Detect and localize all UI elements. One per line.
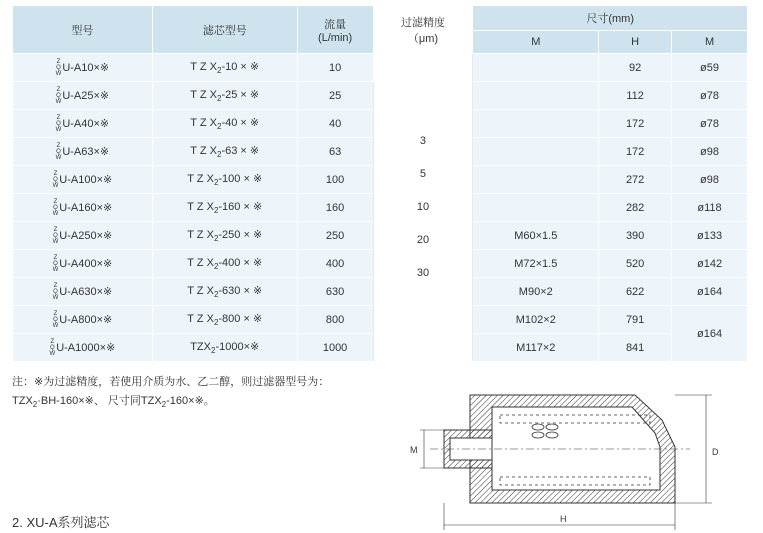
header-precision (373, 6, 473, 54)
cell-precision-list (373, 54, 473, 362)
element-base: T Z X (190, 144, 217, 157)
cell-h: 172 (599, 138, 672, 166)
model-text: U-A400×※ (59, 257, 113, 270)
cell-m (473, 138, 599, 166)
note-line-2a: TZX (12, 395, 33, 407)
cell-m (473, 54, 599, 82)
model-prefix-glyph: Z Q W (55, 142, 62, 161)
precision-value: 30 (416, 267, 430, 279)
element-sub: 2 (213, 206, 219, 216)
element-rest: -40 × ※ (221, 116, 260, 129)
model-prefix-glyph: Z Q W (55, 86, 62, 105)
cell-d: ø133 (672, 222, 748, 250)
cell-element-model (152, 194, 297, 222)
dimension-m (410, 430, 444, 468)
cell-model (13, 334, 153, 362)
model-prefix-glyph: Z Q W (52, 226, 59, 245)
spec-table (12, 5, 748, 362)
cell-m: M90×2 (473, 278, 599, 306)
element-rest: -25 × ※ (221, 88, 260, 101)
dim-label-d: D (712, 447, 719, 457)
cell-model (13, 194, 153, 222)
cell-h: 172 (599, 110, 672, 138)
element-base: T Z X (187, 312, 214, 325)
model-text: U-A1000×※ (56, 341, 116, 354)
model-prefix-glyph: Z Q W (55, 114, 62, 133)
model-text: U-A63×※ (62, 145, 110, 158)
cell-flow: 160 (297, 194, 373, 222)
element-sub: 2 (217, 94, 222, 104)
element-base: T Z X (190, 116, 217, 129)
cell-flow: 400 (297, 250, 373, 278)
cell-m: M72×1.5 (473, 250, 599, 278)
model-text: U-A100×※ (59, 173, 113, 186)
cell-flow: 100 (297, 166, 373, 194)
dim-label-h: H (560, 514, 567, 524)
cell-element-model (152, 166, 297, 194)
cell-m: M102×2 (473, 306, 599, 334)
element-base: T Z X (187, 172, 214, 185)
model-prefix-glyph: Z Q W (52, 310, 59, 329)
dim-label-m: M (410, 445, 418, 455)
element-rest: -160 × ※ (218, 200, 263, 213)
table-body (13, 54, 748, 362)
cell-model (13, 222, 153, 250)
element-rest: -400 × ※ (218, 256, 263, 269)
element-rest: -63 × ※ (221, 144, 260, 157)
cell-flow: 1000 (297, 334, 373, 362)
header-precision-line2: （μm) (407, 32, 439, 45)
model-prefix-glyph: Z Q W (55, 58, 62, 77)
element-rest: -1000×※ (215, 340, 260, 353)
note-line-2c: -160×※。 (166, 395, 215, 407)
precision-value: 20 (416, 234, 430, 246)
filter-diagram (400, 385, 730, 533)
cell-d: ø59 (672, 54, 748, 82)
cell-m: M60×1.5 (473, 222, 599, 250)
element-rest: -250 × ※ (218, 228, 263, 241)
cell-model (13, 82, 153, 110)
cell-model (13, 110, 153, 138)
cell-element-model (152, 306, 297, 334)
header-col-m: M (473, 31, 599, 54)
cell-h: 272 (599, 166, 672, 194)
cell-h: 92 (599, 54, 672, 82)
precision-value: 10 (416, 201, 430, 213)
element-base: T Z X (187, 256, 214, 269)
cell-d: ø164 (672, 278, 748, 306)
model-text: U-A25×※ (62, 89, 110, 102)
cell-model (13, 166, 153, 194)
cell-model (13, 138, 153, 166)
cell-h: 112 (599, 82, 672, 110)
cell-model (13, 278, 153, 306)
cell-d: ø98 (672, 138, 748, 166)
element-rest: -100 × ※ (218, 172, 263, 185)
model-text: U-A10×※ (62, 61, 110, 74)
cell-d-merged: ø164 (672, 306, 748, 362)
model-text: U-A160×※ (59, 201, 113, 214)
element-sub: 2 (210, 346, 216, 356)
note-sub-2: 2 (161, 400, 167, 410)
cell-d: ø78 (672, 110, 748, 138)
model-text: U-A250×※ (59, 229, 113, 242)
cell-m (473, 166, 599, 194)
header-dimensions: 尺寸(mm) (473, 6, 748, 31)
filter-body-drawing (430, 395, 690, 503)
cell-element-model (152, 82, 297, 110)
element-base: TZX (190, 340, 211, 353)
table-row (13, 54, 748, 82)
element-sub: 2 (213, 318, 219, 328)
model-prefix-glyph: Z Q W (52, 170, 59, 189)
element-sub: 2 (213, 178, 219, 188)
cell-d: ø118 (672, 194, 748, 222)
cell-element-model (152, 222, 297, 250)
cell-h: 282 (599, 194, 672, 222)
cell-d: ø98 (672, 166, 748, 194)
cell-model (13, 250, 153, 278)
cell-h: 622 (599, 278, 672, 306)
cell-d: ø78 (672, 82, 748, 110)
cell-m (473, 194, 599, 222)
cell-flow: 63 (297, 138, 373, 166)
cell-model (13, 54, 153, 82)
element-base: T Z X (190, 60, 217, 73)
cell-element-model (152, 138, 297, 166)
element-rest: -10 × ※ (221, 60, 260, 73)
cell-m (473, 110, 599, 138)
precision-value: 5 (419, 168, 427, 180)
element-sub: 2 (217, 150, 222, 160)
cell-m (473, 82, 599, 110)
header-precision-line1: 过滤精度 (400, 16, 445, 29)
cell-d: ø142 (672, 250, 748, 278)
element-sub: 2 (217, 66, 222, 76)
element-sub: 2 (213, 234, 219, 244)
precision-value: 3 (419, 135, 427, 147)
cell-flow: 10 (297, 54, 373, 82)
model-prefix-glyph: Z Q W (49, 338, 56, 357)
note-sub-1: 2 (32, 400, 38, 410)
element-rest: -800 × ※ (218, 312, 263, 325)
element-base: T Z X (187, 200, 214, 213)
cell-h: 520 (599, 250, 672, 278)
dimension-h (444, 503, 675, 530)
model-text: U-A40×※ (62, 117, 110, 130)
cell-h: 390 (599, 222, 672, 250)
model-prefix-glyph: Z Q W (52, 254, 59, 273)
header-element-model: 滤芯型号 (152, 6, 297, 54)
note-line-2b: ·BH-160×※、 尺寸同TZX (37, 395, 162, 407)
section-title: 2. XU-A系列滤芯 (12, 515, 110, 530)
model-text: U-A630×※ (59, 285, 113, 298)
cell-element-model (152, 334, 297, 362)
cell-element-model (152, 54, 297, 82)
cell-flow: 250 (297, 222, 373, 250)
cell-flow: 25 (297, 82, 373, 110)
cell-element-model (152, 278, 297, 306)
model-prefix-glyph: Z Q W (52, 198, 59, 217)
note-line-2 (12, 392, 215, 409)
cell-model (13, 306, 153, 334)
cell-flow: 630 (297, 278, 373, 306)
header-model: 型号 (13, 6, 153, 54)
model-text: U-A800×※ (59, 313, 113, 326)
cell-element-model (152, 250, 297, 278)
element-sub: 2 (213, 262, 219, 272)
element-rest: -630 × ※ (218, 284, 263, 297)
cell-flow: 40 (297, 110, 373, 138)
header-flow-line1: 流量 (324, 18, 347, 31)
element-base: T Z X (190, 88, 217, 101)
cell-h: 841 (599, 334, 672, 362)
element-sub: 2 (217, 122, 222, 132)
note-line-1: 注：※为过滤精度，若使用介质为水、乙二醇，则过滤器型号为： (12, 376, 330, 388)
cell-flow: 800 (297, 306, 373, 334)
element-base: T Z X (187, 284, 214, 297)
header-flow (297, 6, 373, 54)
header-col-h: H (599, 31, 672, 54)
header-col-d: M (672, 31, 748, 54)
cell-h: 791 (599, 306, 672, 334)
element-sub: 2 (213, 290, 219, 300)
model-prefix-glyph: Z Q W (52, 282, 59, 301)
header-flow-line2: (L/min) (317, 31, 353, 44)
element-base: T Z X (187, 228, 214, 241)
cell-element-model (152, 110, 297, 138)
cell-m: M117×2 (473, 334, 599, 362)
